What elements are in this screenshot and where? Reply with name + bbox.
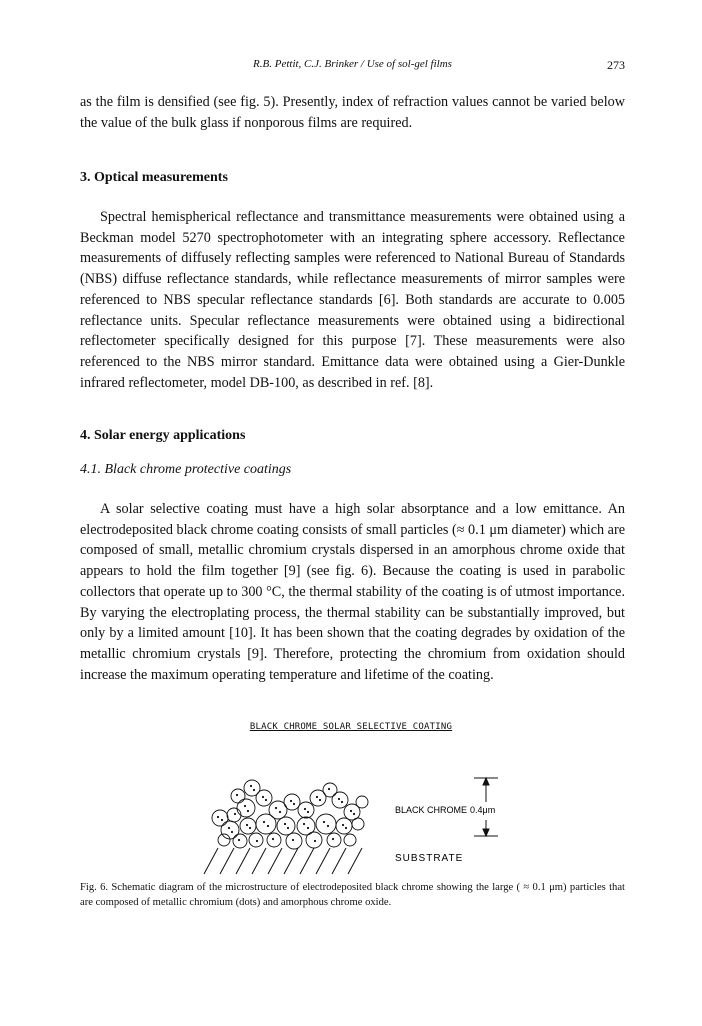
substrate-label: SUBSTRATE (395, 853, 464, 864)
figure-title: BLACK CHROME SOLAR SELECTIVE COATING (249, 722, 453, 732)
running-header (80, 58, 625, 76)
page-number: 273 (607, 58, 625, 72)
thickness-label: 0.4μm (470, 805, 496, 815)
section-4-body (80, 499, 625, 685)
section-4-1-heading: 4.1. Black chrome protective coatings (80, 462, 292, 477)
section-3-body (80, 207, 625, 393)
section-4-heading: 4. Solar energy applications (80, 428, 246, 443)
section-4-paragraph: A solar selective coating must have a high solar absorptance and a low emittance. An electrodeposited black chrome coating consists of small particles (≈ 0.1 μm diameter) which are composed of small, metallic chromium crystals dispersed in an amorphous chrome oxide that appears to hold the film together [9] (see fig. 6). Because the coating is used in parabolic collectors that operate up to 300 °C, the thermal stability of the coating is of utmost importance. By varying the electroplating process, the thermal stability can be substantially improved, but only by a limited amount [10]. It has been shown that the coating degrades by oxidation of the metallic chromium crystals [9]. Therefore, protecting the chromium from oxidation should increase the maximum operating temperature and lifetime of the coating. (80, 501, 625, 683)
section-3-paragraph: Spectral hemispherical reflectance and transmittance measurements were obtained using a Beckman model 5270 spectrophotometer with an integrating sphere accessory. Reflectance measurements of diffusely reflecting samples were referenced to National Bureau of Standards (NBS) diffuse reflectance standards, while reflectance measurements of mirror samples were referenced to NBS specular reflectance standards [6]. Both standards are accurate to 0.005 reflectance units. Specular reflectance measurements were obtained using a bidirectional reflectometer specifically designed for this purpose [7]. These measurements were also referenced to the NBS mirror standard. Emittance data were obtained using a Gier-Dunkle infrared reflectometer, model DB-100, as described in ref. [8]. (80, 209, 625, 391)
black-chrome-label: BLACK CHROME (395, 805, 468, 815)
figure-6-diagram (190, 768, 530, 878)
substrate-hatching (204, 848, 362, 874)
section-3-heading: 3. Optical measurements (80, 170, 228, 185)
intro-paragraph (80, 92, 625, 133)
running-title: R.B. Pettit, C.J. Brinker / Use of sol-gel films (253, 58, 452, 70)
intro-text: as the film is densified (see fig. 5). Presently, index of refraction values cannot be varied below the value of the bulk glass if nonporous films are required. (80, 94, 625, 131)
figure-caption: Fig. 6. Schematic diagram of the microstructure of electrodeposited black chrome showing the large ( ≈ 0.1 μm) particles that are composed of metallic chromium (dots) and amorphous chrome oxide. (80, 882, 625, 908)
